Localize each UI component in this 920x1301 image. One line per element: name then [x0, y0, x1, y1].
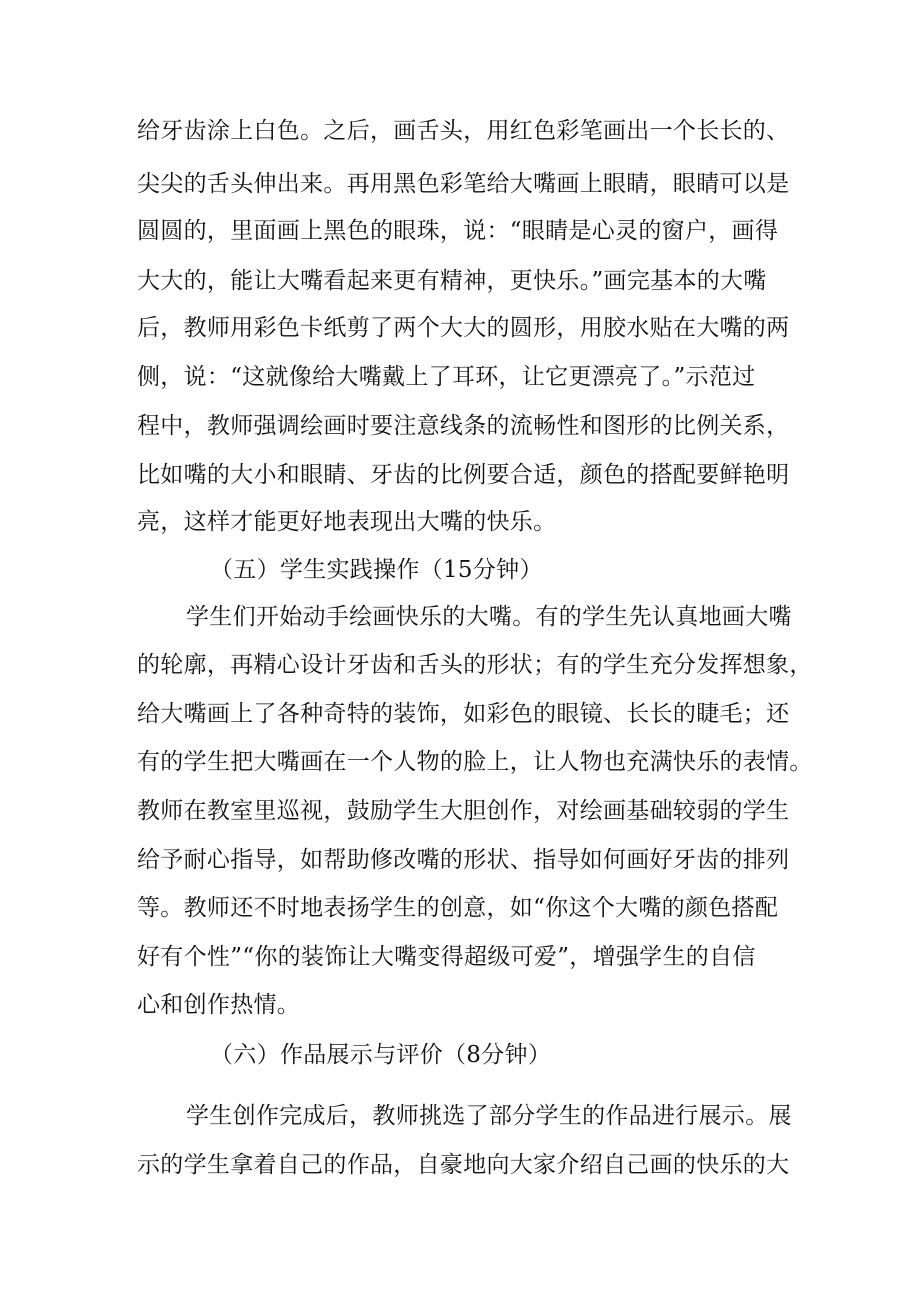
paragraph-line: 尖尖的舌头伸出来。再用黑色彩笔给大嘴画上眼睛，眼睛可以是 [137, 171, 790, 197]
paragraph-line: 示的学生拿着自己的作品，自豪地向大家介绍自己画的快乐的大 [137, 1152, 790, 1178]
paragraph-line: 有的学生把大嘴画在一个人物的脸上，让人物也充满快乐的表情。 [137, 749, 813, 775]
paragraph-line: 亮，这样才能更好地表现出大嘴的快乐。 [137, 509, 557, 535]
paragraph-line: 大大的，能让大嘴看起来更有精神，更快乐。”画完基本的大嘴 [137, 268, 767, 294]
paragraph-line: 后，教师用彩色卡纸剪了两个大大的圆形，用胶水贴在大嘴的两 [137, 315, 790, 341]
paragraph-line: 给予耐心指导，如帮助修改嘴的形状、指导如何画好牙齿的排列 [137, 847, 790, 873]
section-heading: （五）学生实践操作（15分钟） [210, 557, 543, 583]
paragraph-line: 教师在教室里巡视，鼓励学生大胆创作，对绘画基础较弱的学生 [137, 798, 790, 824]
paragraph-line: 给牙齿涂上白色。之后，画舌头，用红色彩笔画出一个长长的、 [137, 118, 790, 144]
paragraph-line: 心和创作热情。 [137, 992, 301, 1018]
paragraph-line: 等。教师还不时地表扬学生的创意，如“你这个大嘴的颜色搭配 [137, 895, 779, 921]
paragraph-line: 程中，教师强调绘画时要注意线条的流畅性和图形的比例关系， [137, 413, 790, 439]
paragraph-line: 比如嘴的大小和眼睛、牙齿的比例要合适，颜色的搭配要鲜艳明 [137, 462, 790, 488]
section-heading: （六）作品展示与评价（8分钟） [210, 1042, 552, 1068]
paragraph-line: 的轮廓，再精心设计牙齿和舌头的形状；有的学生充分发挥想象， [137, 652, 813, 678]
paragraph-line: 学生创作完成后，教师挑选了部分学生的作品进行展示。展 [186, 1103, 792, 1129]
paragraph-line: 侧，说：“这就像给大嘴戴上了耳环，让它更漂亮了。”示范过 [137, 364, 756, 390]
paragraph-line: 给大嘴画上了各种奇特的装饰，如彩色的眼镜、长长的睫毛；还 [137, 701, 790, 727]
paragraph-line: 好有个性”“你的装饰让大嘴变得超级可爱”，增强学生的自信 [137, 944, 756, 970]
paragraph-line: 圆圆的，里面画上黑色的眼珠，说：“眼睛是心灵的窗户，画得 [137, 218, 779, 244]
paragraph-line: 学生们开始动手绘画快乐的大嘴。有的学生先认真地画大嘴 [186, 604, 792, 630]
